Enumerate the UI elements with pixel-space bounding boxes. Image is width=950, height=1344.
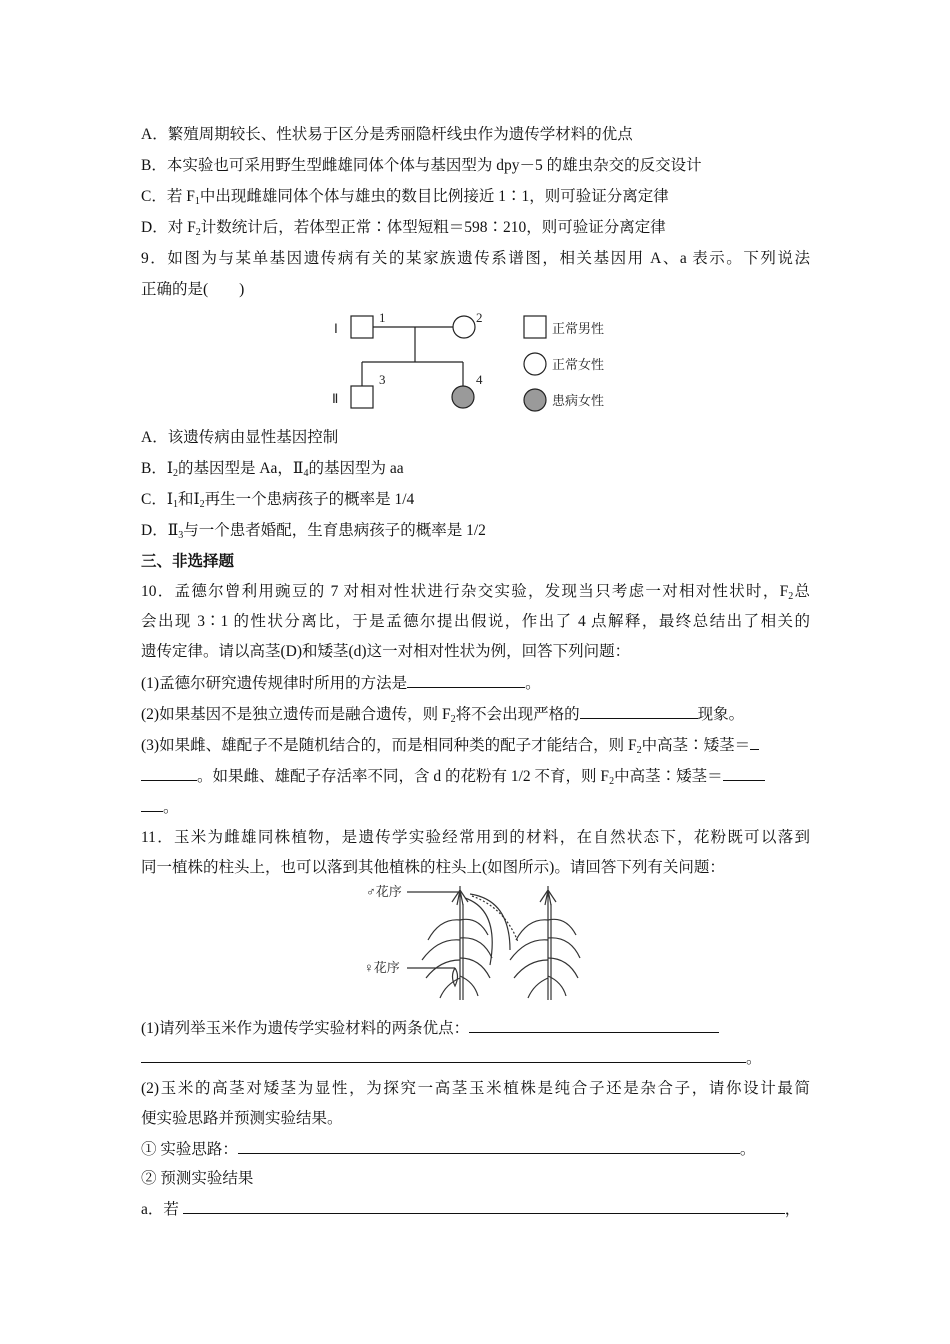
q10-sub3-blank1-end[interactable] [141,766,197,781]
q8-option-d: D．对 $F_2$计数统计后，若体型正常∶体型短粗＝598∶210，则可验证分离定律 [141,219,666,238]
q9-stem-line2: 正确的是( ) [141,281,245,298]
pedigree-ii4-affected-female [452,386,474,408]
q10-sub2-blank[interactable] [580,704,698,719]
legend-male-symbol [524,316,546,338]
female-inflorescence-label: ♀花序 [364,960,400,975]
pedigree-i1-male [351,316,373,338]
corn-figure [360,880,595,1008]
male-inflorescence-label: ♂花序 [366,884,402,899]
q11-sub1-line2: 。 [141,1048,810,1069]
q11-sub1: (1)请列举玉米作为遗传学实验材料的两条优点： [141,1018,810,1039]
q11-sub2-line1: (2)玉米的高茎对矮茎为显性，为探究一高茎玉米植株是纯合子还是杂合子，请你设计最简 [141,1080,810,1097]
q10-sub1: (1)孟德尔研究遗传规律时所用的方法是 。 [141,675,541,692]
q9-option-c: C．$Ⅰ_1$和$Ⅰ_2$再生一个患病孩子的概率是 1/4 [141,491,415,510]
q11-sub1-blank2[interactable] [141,1048,746,1063]
pedigree-ii3-male [351,386,373,408]
q11-para-line1: 11．玉米为雌雄同株植物，是遗传学实验经常用到的材料，在自然状态下，花粉既可以落到 [141,829,810,846]
q11-prediction-a-blank[interactable] [183,1199,785,1214]
num-2: 2 [476,310,483,325]
q10-sub3-line3: 。 [141,797,810,818]
gen-label-ii: Ⅱ [332,391,339,406]
legend-female-symbol [524,353,546,375]
q11-sub1-blank1[interactable] [469,1018,719,1033]
num-4: 4 [476,372,483,387]
section-heading: 三、非选择题 [141,553,235,570]
corn-plant-right [510,886,580,1000]
q10-sub2: (2)如果基因不是独立遗传而是融合遗传，则 $F_2$将不会出现严格的 现象。 [141,706,745,725]
q8-option-c: C．若 $F_1$中出现雌雄同体个体与雄虫的数目比例接近 1∶1，则可验证分离定律 [141,188,669,207]
q10-sub3-blank2-start[interactable] [723,766,765,781]
q10-para-line1: 10．孟德尔曾利用豌豆的 7 对相对性状进行杂交实验，发现当只考虑一对相对性状时，$F_2$总 [141,583,810,602]
q8-option-a: A．繁殖周期较长、性状易于区分是秀丽隐杆线虫作为遗传学材料的优点 [141,126,633,143]
q8-option-b: B．本实验也可采用野生型雌雄同体个体与基因型为 dpy－5 的雄虫杂交的反交设计 [141,157,702,174]
legend-female-label: 正常女性 [552,357,605,372]
q10-sub3-blank2-end[interactable] [141,797,163,812]
q11-prediction-heading: ② 预测实验结果 [141,1170,254,1187]
q11-idea: ① 实验思路： 。 [141,1141,756,1158]
pedigree-i2-female [453,316,475,338]
legend-male-label: 正常男性 [552,321,605,336]
q9-stem-line1: 9．如图为与某单基因遗传病有关的某家族遗传系谱图，相关基因用 A、a 表示。下列说法 [141,250,810,267]
q10-para-line3: 遗传定律。请以高茎(D)和矮茎(d)这一对相对性状为例，回答下列问题： [141,643,631,660]
q11-sub2-line2: 便实验思路并预测实验结果。 [141,1110,343,1127]
q9-option-d: D．$Ⅱ_3$与一个患者婚配，生育患病孩子的概率是 1/2 [141,522,486,541]
q10-sub3-line2: 。如果雌、雄配子存活率不同，含 d 的花粉有 1/2 不育，则 $F_2$中高茎∶矮茎＝ [141,766,810,787]
q11-idea-blank[interactable] [238,1139,740,1154]
q10-sub1-blank[interactable] [407,673,525,688]
legend-affected-symbol [524,389,546,411]
q11-para-line2: 同一植株的柱头上，也可以落到其他植株的柱头上(如图所示)。请回答下列有关问题： [141,859,725,876]
q11-prediction-a: a．若 ， [141,1201,801,1218]
q10-sub3-blank1-start[interactable] [750,735,759,750]
gen-label-i: Ⅰ [334,321,338,336]
legend-affected-label: 患病女性 [552,393,605,408]
q9-option-a: A．该遗传病由显性基因控制 [141,429,339,446]
pedigree-chart [330,308,630,416]
corn-plant-left [422,886,492,1000]
q10-para-line2: 会出现 3∶1 的性状分离比，于是孟德尔提出假说，作出了 4 点解释，最终总结出了相关的 [141,613,810,630]
num-3: 3 [379,372,386,387]
q9-option-b: B．$Ⅰ_2$的基因型是 Aa，$Ⅱ_4$的基因型为 aa [141,460,404,479]
num-1: 1 [379,310,386,325]
q10-sub3-line1: (3)如果雌、雄配子不是随机结合的，而是相同种类的配子才能结合，则 $F_2$中高茎∶矮茎＝ [141,735,810,756]
